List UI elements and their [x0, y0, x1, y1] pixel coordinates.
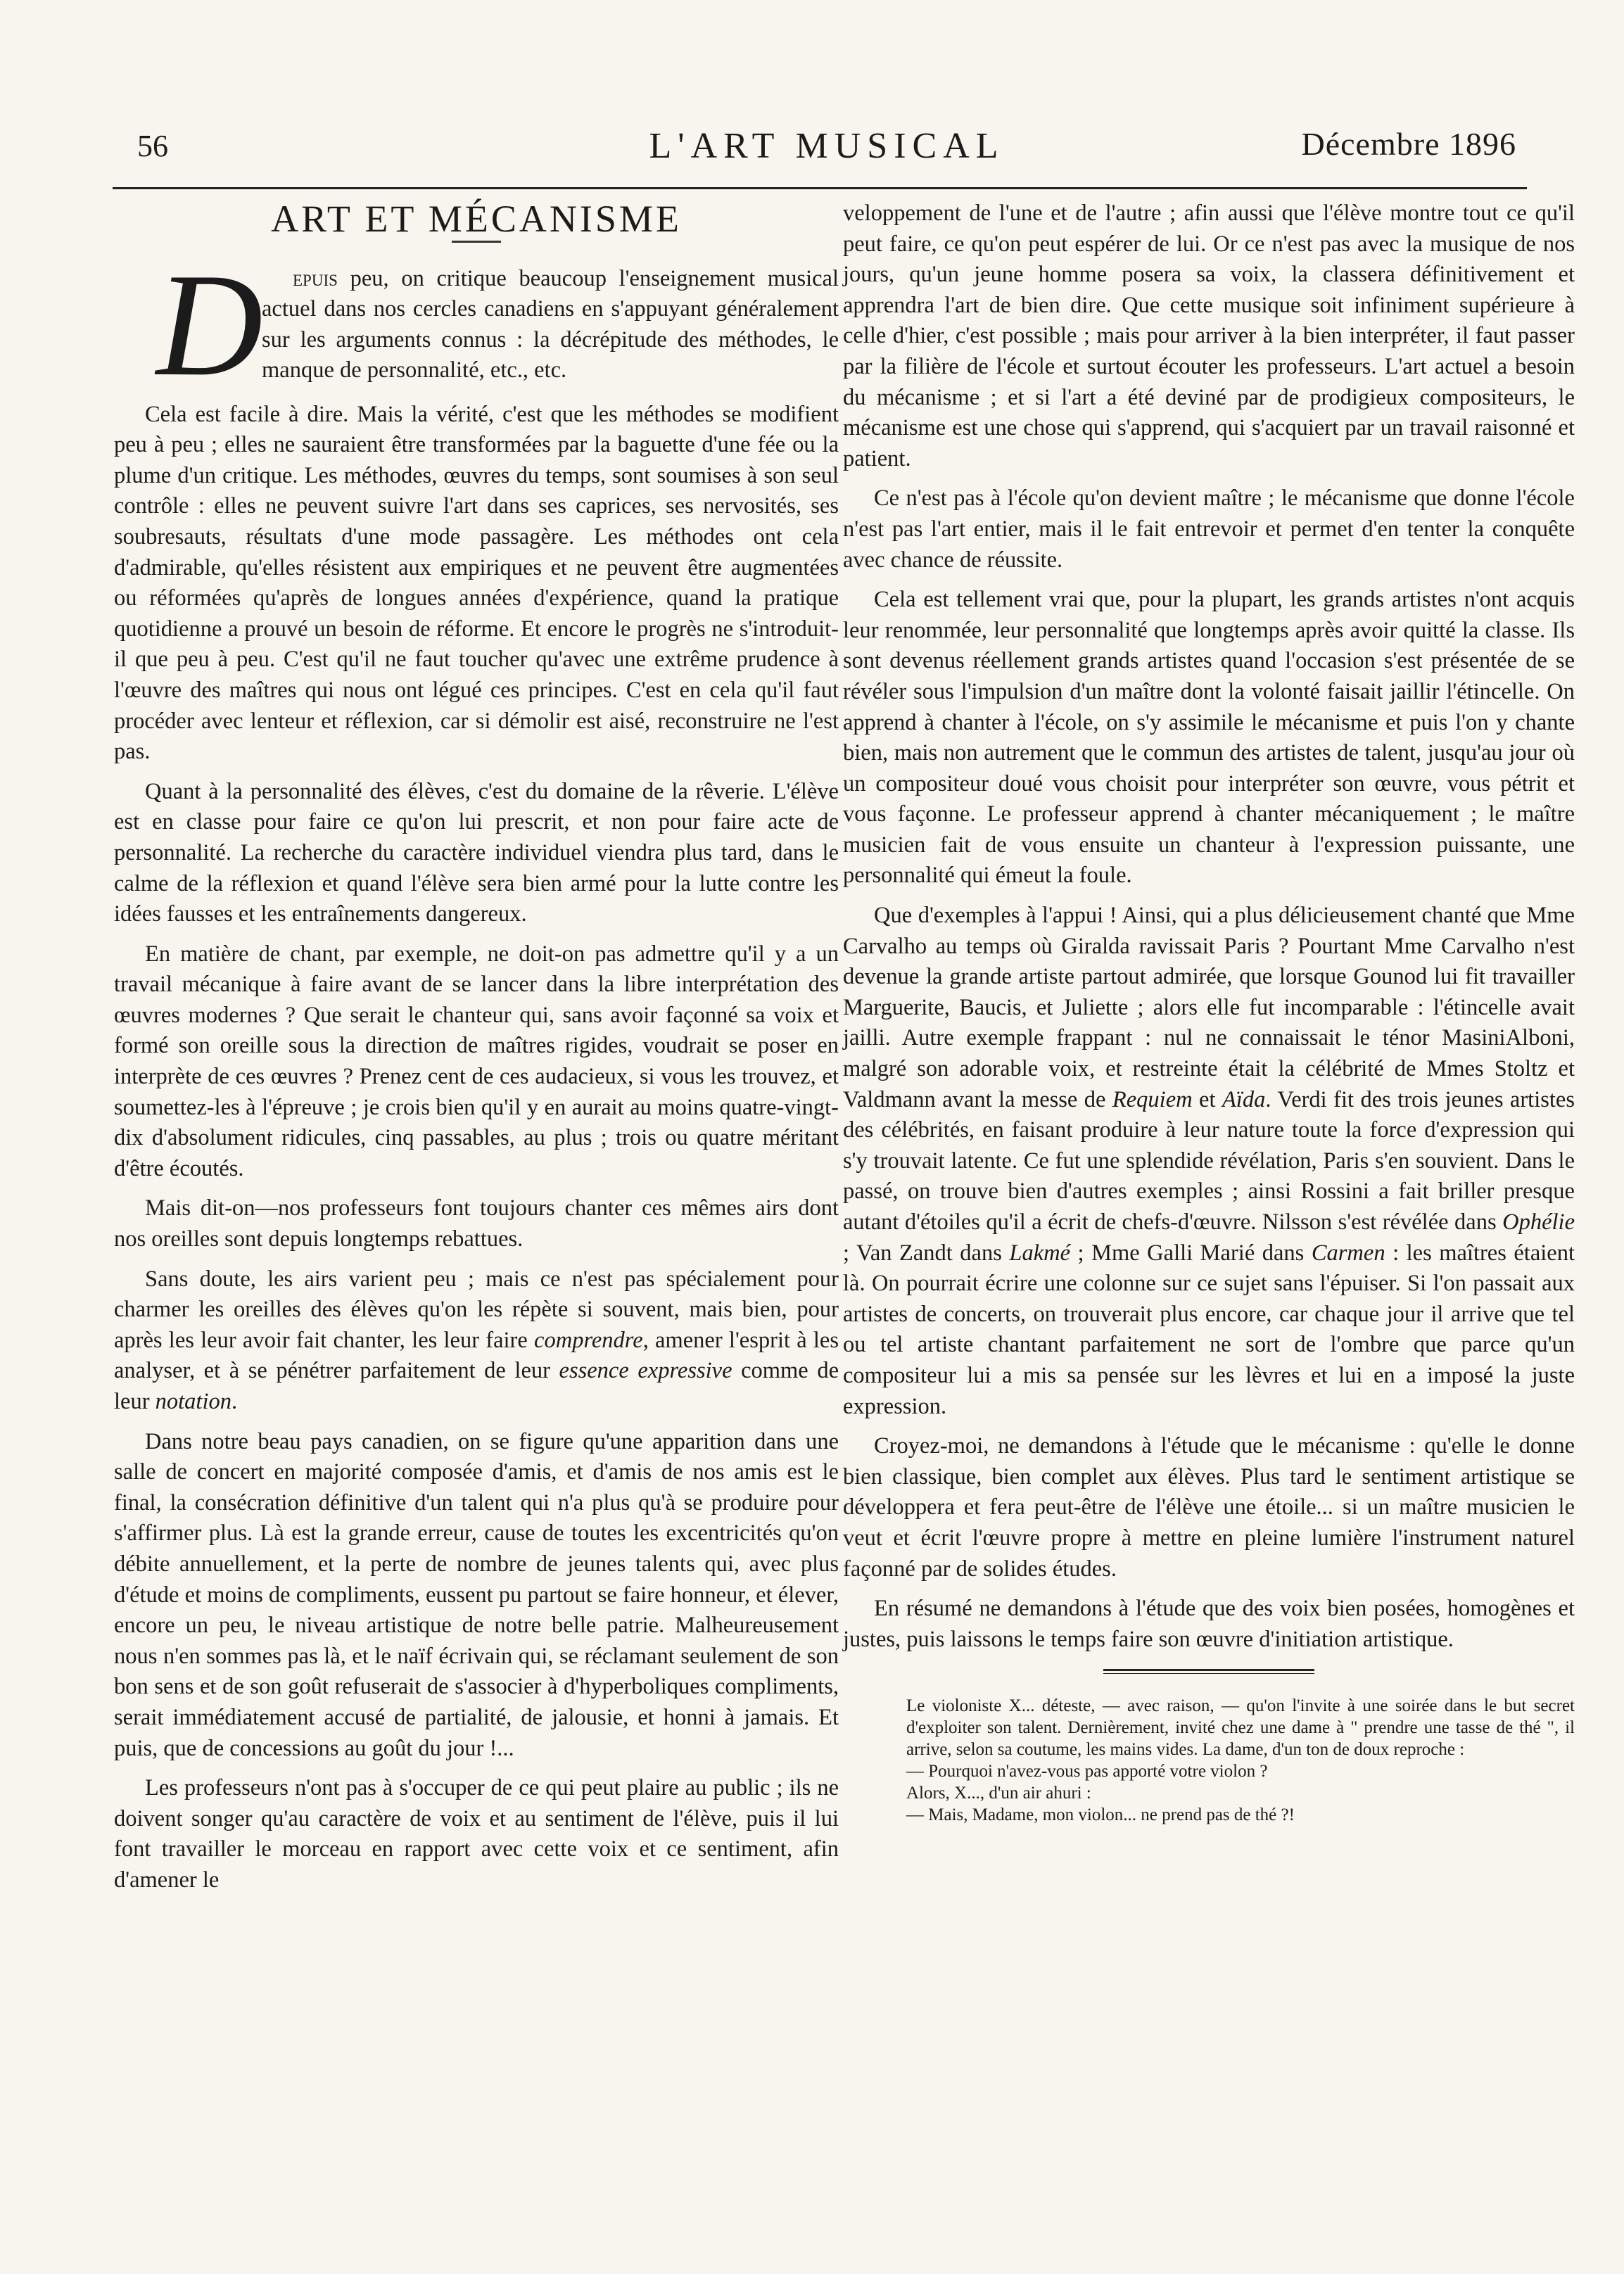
page-number: 56 — [137, 129, 168, 163]
italic-title: Aïda — [1222, 1086, 1266, 1112]
section-divider-thin — [1103, 1673, 1314, 1674]
header-rule — [113, 187, 1527, 189]
page-header — [137, 125, 1516, 182]
paragraph: Cela est facile à dire. Mais la vérité, c'est que les méthodes se modifient peu à peu ; elles ne sauraient être transformées par la baguette d'une fée ou la plume d'un critique. Les méthodes, œuvres du temps, sont soumises à son seul contrôle : elles ne peuvent suivre l'art dans ses caprices, ses nervosités, ses soubresauts, résultats d'une mode passagère. Les méthodes ont cela d'admirable, qu'elles résistent aux empiriques et ne peuvent être augmentées ou réformées qu'après de longues années d'expérience, quand la pratique quotidienne a prouvé un besoin de réforme. Et encore le progrès ne s'introduit-il que peu à peu. C'est qu'il ne faut toucher qu'avec une extrême prudence à l'œuvre des maîtres qui nous ont légué ces principes. C'est en cela qu'il faut procéder avec lenteur et réflexion, car si démolir est aisé, reconstruire ne l'est pas. — [114, 401, 839, 765]
paragraph: Les professeurs n'ont pas à s'occuper de ce qui peut plaire au public ; ils ne doivent songer qu'au caractère de voix et au sentiment de l'élève, puis il lui font travailler le morceau en rapport avec cette voix et ce sentiment, afin d'amener le — [114, 1775, 839, 1893]
italic-title: Ophélie — [1502, 1209, 1575, 1235]
paragraph: Croyez-moi, ne demandons à l'étude que le mécanisme : qu'elle le donne bien classique, bien complet aux élèves. Plus tard le sentiment artistique se développera et fera peut-être de l'élève une étoile... si un maître musicien le veut et écrit l'œuvre propre à mettre en pleine lumière l'instrument naturel façonné par de solides études. — [843, 1433, 1575, 1582]
anecdote-dialogue: — Pourquoi n'avez-vous pas apporté votre violon ? — [906, 1762, 1268, 1781]
right-column — [843, 198, 1575, 1826]
issue-date: Décembre 1896 — [1301, 126, 1516, 162]
italic-term: essence expressive — [559, 1358, 732, 1384]
paragraph: Mais dit-on—nos professeurs font toujours chanter ces mêmes airs dont nos oreilles sont depuis longtemps rebattues. — [114, 1195, 839, 1252]
anecdote-dialogue: — Mais, Madame, mon violon... ne prend pas de thé ?! — [906, 1805, 1295, 1825]
drop-cap: D — [156, 243, 263, 407]
italic-title: Lakmé — [1009, 1240, 1071, 1266]
lead-first-word: epuis — [293, 265, 338, 291]
italic-term: notation — [155, 1389, 231, 1414]
left-column — [114, 198, 839, 1905]
journal-title: L'ART MUSICAL — [649, 126, 1005, 166]
lead-paragraph — [114, 243, 839, 407]
italic-title: Carmen — [1311, 1240, 1385, 1266]
italic-title: Requiem — [1112, 1086, 1193, 1112]
paragraph: En résumé ne demandons à l'étude que des voix bien posées, homogènes et justes, puis laissons le temps faire son œuvre d'initiation artistique. — [843, 1596, 1575, 1652]
anecdote-dialogue: Alors, X..., d'un air ahuri : — [906, 1784, 1091, 1803]
section-divider — [1103, 1669, 1314, 1671]
paragraph: Ce n'est pas à l'école qu'on devient maître ; le mécanisme que donne l'école n'est pas l'art entier, mais il le fait entrevoir et permet d'en tenter la conquête avec chance de réussite. — [843, 485, 1575, 573]
paragraph: Quant à la personnalité des élèves, c'est du domaine de la rêverie. L'élève est en classe pour faire ce qu'on lui prescrit, et non pour faire acte de personnalité. La recherche du caractère individuel viendra plus tard, dans le calme de la réflexion et quand l'élève sera bien armé pour la lutte contre les idées fausses et les entraînements dangereux. — [114, 778, 839, 927]
article-title: ART ET MÉCANISME — [271, 198, 682, 240]
lead-text: peu, on critique beaucoup l'enseignement musical actuel dans nos cercles canadiens en s'appuyant généralement sur les arguments connus : la décrépitude des méthodes, le manque de personnalité, etc., etc. — [262, 265, 839, 383]
paragraph: Cela est tellement vrai que, pour la plupart, les grands artistes n'ont acquis leur renommée, leur personnalité que longtemps après avoir quitté la classe. Ils sont devenus réellement grands artistes quand l'occasion s'est présentée de se révéler sous l'impulsion d'un maître dont la volonté faisait jaillir l'étincelle. On apprend à chanter à l'école, on s'y assimile le mécanisme et puis l'on y chante bien, mais non autrement que le commun des artistes de talent, jusqu'au jour où un compositeur doué vous choisit pour interpréter son œuvre, vous pétrit et vous façonne. Le professeur apprend à chanter mécaniquement ; le maître musicien fait de vous ensuite un chanteur à l'expression puissante, une personnalité qui émeut la foule. — [843, 587, 1575, 889]
paragraph: Dans notre beau pays canadien, on se figure qu'une apparition dans une salle de concert en majorité composée d'amis, et d'amis de nos amis est le final, la consécration définitive d'un talent qui n'a plus qu'à se produire pour s'affirmer plus. Là est la grande erreur, cause de toutes les excentricités qu'on débite annuellement, et la perte de nombre de jeunes talents qui, avec plus d'étude et moins de compliments, eussent pu partout se faire honneur, et élever, encore un peu, le niveau artistique de notre belle patrie. Malheureusement nous n'en sommes pas là, et le naïf écrivain qui, se réclamant seulement de son bon sens et de son goût refuserait de s'associer à d'hyperboliques compliments, serait immédiatement accusé de partialité, de jalousie, et honni à jamais. Et puis, que de concessions au goût du jour !... — [114, 1428, 839, 1761]
italic-term: comprendre — [534, 1327, 643, 1353]
paragraph: Que d'exemples à l'appui ! Ainsi, qui a plus délicieusement chanté que Mme Carvalho au temps où Giralda ravissait Paris ? Pourtant Mme Carvalho n'est devenue la grande artiste partout admirée, que lorsque Gounod lui fit travailler Marguerite, Baucis, et Juliette ; alors elle fut incomparable : l'étincelle avait jailli. Autre exemple frappant : nul ne connaissait le ténor MasiniAlboni, malgré son adorable voix, et restreinte était la célébrité de Mmes Stoltz et Valdmann avant la messe de Requiem et Aïda. Verdi fit des trois jeunes artistes des célébrités, en faisant produire à leur nature toute la force d'expression qui s'y trouvait latente. Ce fut une splendide révélation, Paris s'en souvient. Dans le passé, on trouve bien d'autres exemples ; ainsi Rossini a fait briller presque autant d'étoiles qu'il a écrit de chefs-d'œuvre. Nilsson s'est révélée dans Ophélie ; Van Zandt dans Lakmé ; Mme Galli Marié dans Carmen : les maîtres étaient là. On pourrait écrire une colonne sur ce sujet sans l'épuiser. Si l'on passait aux artistes de concerts, on trouverait plus encore, car chaque jour il arrive que tel ou tel artiste chantant parfaitement ne sort de l'ombre que parce qu'un compositeur lui a mis sa pensée sur les lèvres et lui en a imposé la juste expression. — [843, 903, 1575, 1419]
paragraph: En matière de chant, par exemple, ne doit-on pas admettre qu'il y a un travail mécanique à faire avant de se lancer dans la libre interprétation des œuvres modernes ? Que serait le chanteur qui, sans avoir façonné sa voix et formé son oreille sous la direction de maîtres rigides, voudrait se poser en interprète de ces œuvres ? Prenez cent de ces audacieux, si vous les trouvez, et soumettez-les à l'épreuve ; je crois bien qu'il y en aurait au moins quatre-vingt-dix d'absolument ridicules, cinq passables, au plus ; trois ou quatre méritant d'être écoutés. — [114, 941, 839, 1181]
paragraph: Sans doute, les airs varient peu ; mais ce n'est pas spécialement pour charmer les oreilles des élèves qu'on les répète si souvent, mais bien, pour après les leur avoir fait chanter, les leur faire comprendre, amener l'esprit à les analyser, et à se pénétrer parfaitement de leur essence expressive comme de leur notation. — [114, 1266, 839, 1414]
paragraph-continued: veloppement de l'une et de l'autre ; afin aussi que l'élève montre tout ce qu'il peut faire, ce qu'on peut espérer de lui. Or ce n'est pas avec la musique de nos jours, qu'un jeune homme posera sa voix, la classera définitivement et apprendra l'art de bien dire. Que cette musique soit infiniment supérieure à celle d'hier, c'est possible ; mais pour arriver à la bien interpréter, il faut passer par la filière de l'école et surtout écouter les professeurs. L'art actuel a besoin du mécanisme ; et si l'art a été deviné par de prodigieux compositeurs, le mécanisme est une chose qui s'apprend, qui s'acquiert par un travail raisonné et patient. — [843, 201, 1575, 471]
anecdote-text: Le violoniste X... déteste, — avec raison, — qu'on l'invite à une soirée dans le but secret d'exploiter son talent. Dernièrement, invité chez une dame à " prendre une tasse de thé ", il arrive, selon sa coutume, les mains vides. La dame, d'un ton de doux reproche : — [906, 1696, 1575, 1760]
anecdote — [885, 1695, 1575, 1826]
title-rule — [452, 241, 501, 243]
